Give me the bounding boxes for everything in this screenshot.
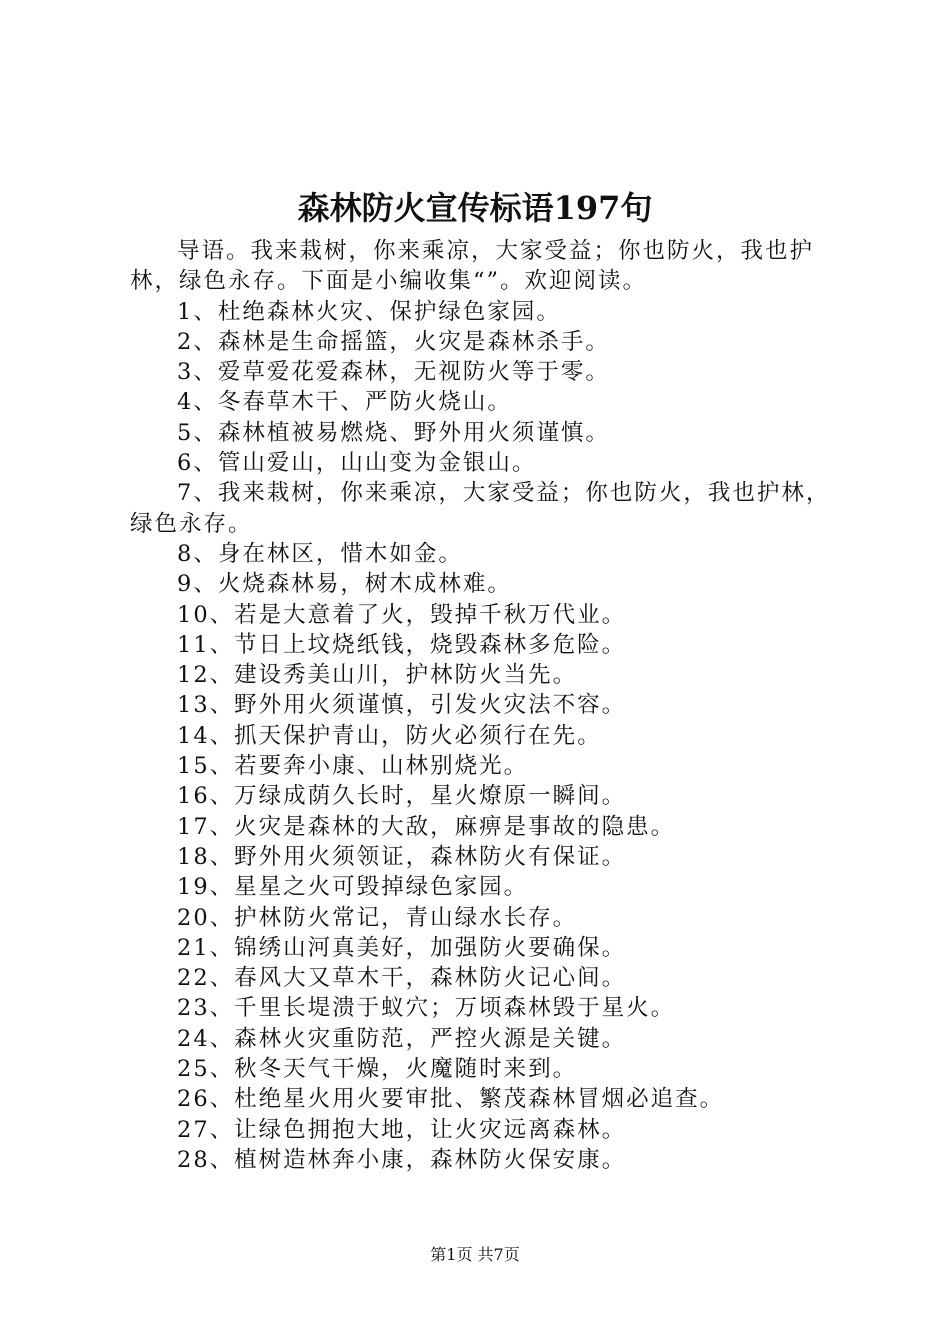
slogan-item: 21、锦绣山河真美好，加强防火要确保。 [177, 934, 627, 961]
slogan-item: 8、身在林区，惜木如金。 [177, 540, 463, 567]
slogan-item: 25、秋冬天气干燥，火魔随时来到。 [177, 1056, 578, 1083]
slogan-item: 1、杜绝森林火灾、保护绿色家园。 [177, 298, 561, 325]
slogan-item: 13、野外用火须谨慎，引发火灾法不容。 [177, 692, 627, 719]
slogan-item: 10、若是大意着了火，毁掉千秋万代业。 [177, 601, 627, 628]
slogan-item: 19、星星之火可毁掉绿色家园。 [177, 874, 529, 901]
document-title: 森林防火宣传标语197句 [297, 189, 653, 227]
slogan-item: 14、抓天保护青山，防火必须行在先。 [177, 722, 602, 749]
slogan-item: 3、爱草爱花爱森林，无视防火等于零。 [177, 359, 610, 386]
slogan-item: 2、森林是生命摇篮，火灾是森林杀手。 [177, 328, 610, 355]
slogan-item: 6、管山爱山，山山变为金银山。 [177, 450, 537, 477]
slogan-item: 5、森林植被易燃烧、野外用火须谨慎。 [177, 419, 610, 446]
slogan-item: 22、春风大又草木干，森林防火记心间。 [177, 965, 627, 992]
slogan-item: 24、森林火灾重防范，严控火源是关键。 [177, 1025, 627, 1052]
slogan-item: 20、护林防火常记，青山绿水长存。 [177, 904, 578, 931]
slogan-item: 9、火烧森林易，树木成林难。 [177, 571, 512, 598]
slogan-item: 7、我来栽树，你来乘凉，大家受益；你也防火，我也护林，绿色永存。 [130, 480, 831, 537]
slogan-item: 26、杜绝星火用火要审批、繁茂森林冒烟必追查。 [177, 1086, 725, 1113]
slogan-item: 23、千里长堤溃于蚁穴；万顷森林毁于星火。 [177, 995, 676, 1022]
document-body [130, 236, 846, 1175]
slogan-item: 28、植树造林奔小康，森林防火保安康。 [177, 1146, 627, 1173]
slogan-item: 15、若要奔小康、山林别烧光。 [177, 753, 529, 780]
slogan-item: 17、火灾是森林的大敌，麻痹是事故的隐患。 [177, 813, 676, 840]
slogan-item: 18、野外用火须领证，森林防火有保证。 [177, 843, 627, 870]
slogan-item: 11、节日上坟烧纸钱，烧毁森林多危险。 [177, 631, 627, 658]
slogan-item: 27、让绿色拥抱大地，让火灾远离森林。 [177, 1116, 627, 1143]
slogan-item: 16、万绿成荫久长时，星火燎原一瞬间。 [177, 783, 627, 810]
slogan-item: 12、建设秀美山川，护林防火当先。 [177, 662, 578, 689]
page-footer: 第1页 共7页 [430, 1245, 520, 1264]
slogan-item: 4、冬春草木干、严防火烧山。 [177, 389, 512, 416]
intro-paragraph: 导语。我来栽树，你来乘凉，大家受益；你也防火，我也护林，绿色永存。下面是小编收集“”。欢迎阅读。 [130, 238, 815, 295]
